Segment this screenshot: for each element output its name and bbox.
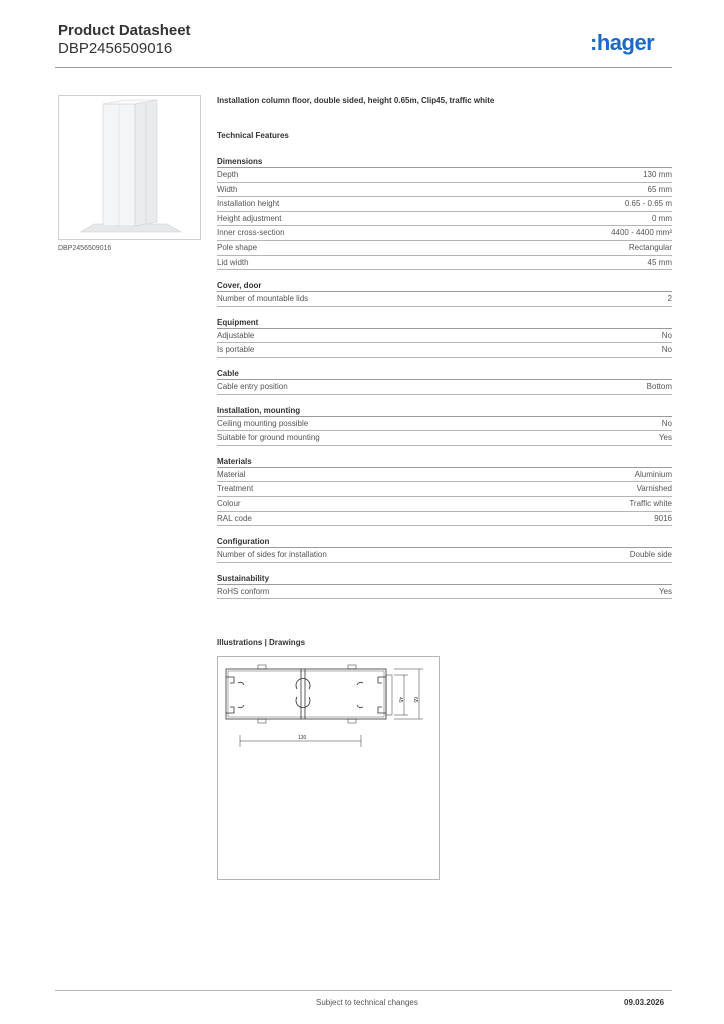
feature-group	[217, 536, 672, 563]
feature-value: 45 mm	[647, 257, 672, 267]
header-divider	[55, 67, 672, 68]
feature-value: Yes	[658, 433, 672, 443]
feature-value: 4400 - 4400 mm²	[611, 228, 672, 238]
feature-label: Height adjustment	[217, 213, 282, 223]
feature-label: RoHS conform	[217, 586, 270, 596]
feature-label: Depth	[217, 170, 239, 179]
feature-label: Installation height	[217, 199, 280, 209]
feature-value: Varnished	[636, 484, 672, 494]
feature-label: RAL code	[217, 513, 252, 523]
feature-value: Aluminium	[634, 469, 672, 479]
illustrations-heading: Illustrations | Drawings	[217, 638, 306, 647]
feature-label: Lid width	[217, 257, 249, 267]
feature-row	[217, 256, 672, 271]
feature-label: Number of mountable lids	[217, 294, 309, 304]
feature-value: Yes	[658, 586, 672, 596]
dimension-height: 65	[412, 697, 418, 703]
installation-column-image	[59, 96, 202, 241]
feature-group-title: Materials	[217, 456, 672, 468]
feature-label: Number of sides for installation	[217, 550, 327, 560]
footer-date: 09.03.2026	[624, 998, 665, 1007]
feature-row	[217, 197, 672, 212]
feature-group-title: Configuration	[217, 536, 672, 548]
footer-note: Subject to technical changes	[316, 998, 418, 1007]
feature-row	[217, 417, 672, 432]
feature-row	[217, 292, 672, 307]
feature-row	[217, 431, 672, 446]
feature-group-title: Installation, mounting	[217, 405, 672, 417]
feature-group	[217, 280, 672, 307]
technical-drawing	[217, 656, 440, 880]
feature-row	[217, 241, 672, 256]
feature-row	[217, 183, 672, 198]
feature-row	[217, 329, 672, 344]
feature-label: Inner cross-section	[217, 228, 285, 238]
feature-group-title: Equipment	[217, 317, 672, 329]
feature-value: Bottom	[646, 381, 672, 391]
feature-value: 0 mm	[652, 213, 672, 223]
dimension-width: 130	[298, 735, 307, 741]
feature-label: Width	[217, 184, 238, 194]
feature-row	[217, 168, 672, 183]
feature-label: Is portable	[217, 345, 255, 355]
feature-label: Colour	[217, 498, 241, 508]
feature-value: No	[661, 345, 672, 355]
feature-row	[217, 512, 672, 527]
feature-label: Material	[217, 469, 246, 479]
feature-group	[217, 317, 672, 358]
technical-features-heading: Technical Features	[217, 131, 289, 140]
feature-group	[217, 456, 672, 526]
feature-group-title: Cover, door	[217, 280, 672, 292]
feature-value: 2	[667, 294, 672, 304]
feature-value: Traffic white	[629, 498, 672, 508]
feature-row	[217, 343, 672, 358]
feature-label: Ceiling mounting possible	[217, 418, 309, 428]
feature-group	[217, 405, 672, 446]
feature-group-title: Dimensions	[217, 156, 672, 168]
feature-group-title: Sustainability	[217, 573, 672, 585]
feature-group-title: Cable	[217, 368, 672, 380]
product-description: Installation column floor, double sided, height 0.65m, Clip45, traffic white	[217, 96, 495, 105]
feature-value: No	[661, 418, 672, 428]
feature-row	[217, 226, 672, 241]
feature-row	[217, 585, 672, 600]
dimension-lid: 45	[397, 697, 403, 703]
feature-value: Rectangular	[628, 242, 672, 252]
feature-value: 130 mm	[643, 170, 672, 179]
feature-value: 0.65 - 0.65 m	[624, 199, 672, 209]
cross-section-drawing	[218, 657, 441, 881]
footer-divider	[55, 990, 672, 991]
feature-label: Treatment	[217, 484, 254, 494]
feature-label: Adjustable	[217, 330, 255, 340]
feature-row	[217, 497, 672, 512]
feature-groups	[217, 156, 672, 609]
product-code: DBP2456509016	[58, 40, 173, 57]
feature-value: 65 mm	[647, 184, 672, 194]
feature-value: Double side	[629, 550, 672, 560]
feature-value: 9016	[654, 513, 672, 523]
feature-row	[217, 482, 672, 497]
feature-row	[217, 380, 672, 395]
feature-label: Pole shape	[217, 242, 258, 252]
feature-label: Suitable for ground mounting	[217, 433, 320, 443]
feature-row	[217, 468, 672, 483]
brand-logo: :hager	[590, 30, 655, 55]
product-image-caption: DBP2456509016	[58, 245, 112, 252]
page-title: Product Datasheet	[58, 22, 191, 39]
feature-row	[217, 548, 672, 563]
feature-group	[217, 156, 672, 270]
feature-row	[217, 212, 672, 227]
feature-value: No	[661, 330, 672, 340]
feature-label: Cable entry position	[217, 381, 288, 391]
feature-group	[217, 368, 672, 395]
product-image	[58, 95, 201, 240]
feature-group	[217, 573, 672, 600]
